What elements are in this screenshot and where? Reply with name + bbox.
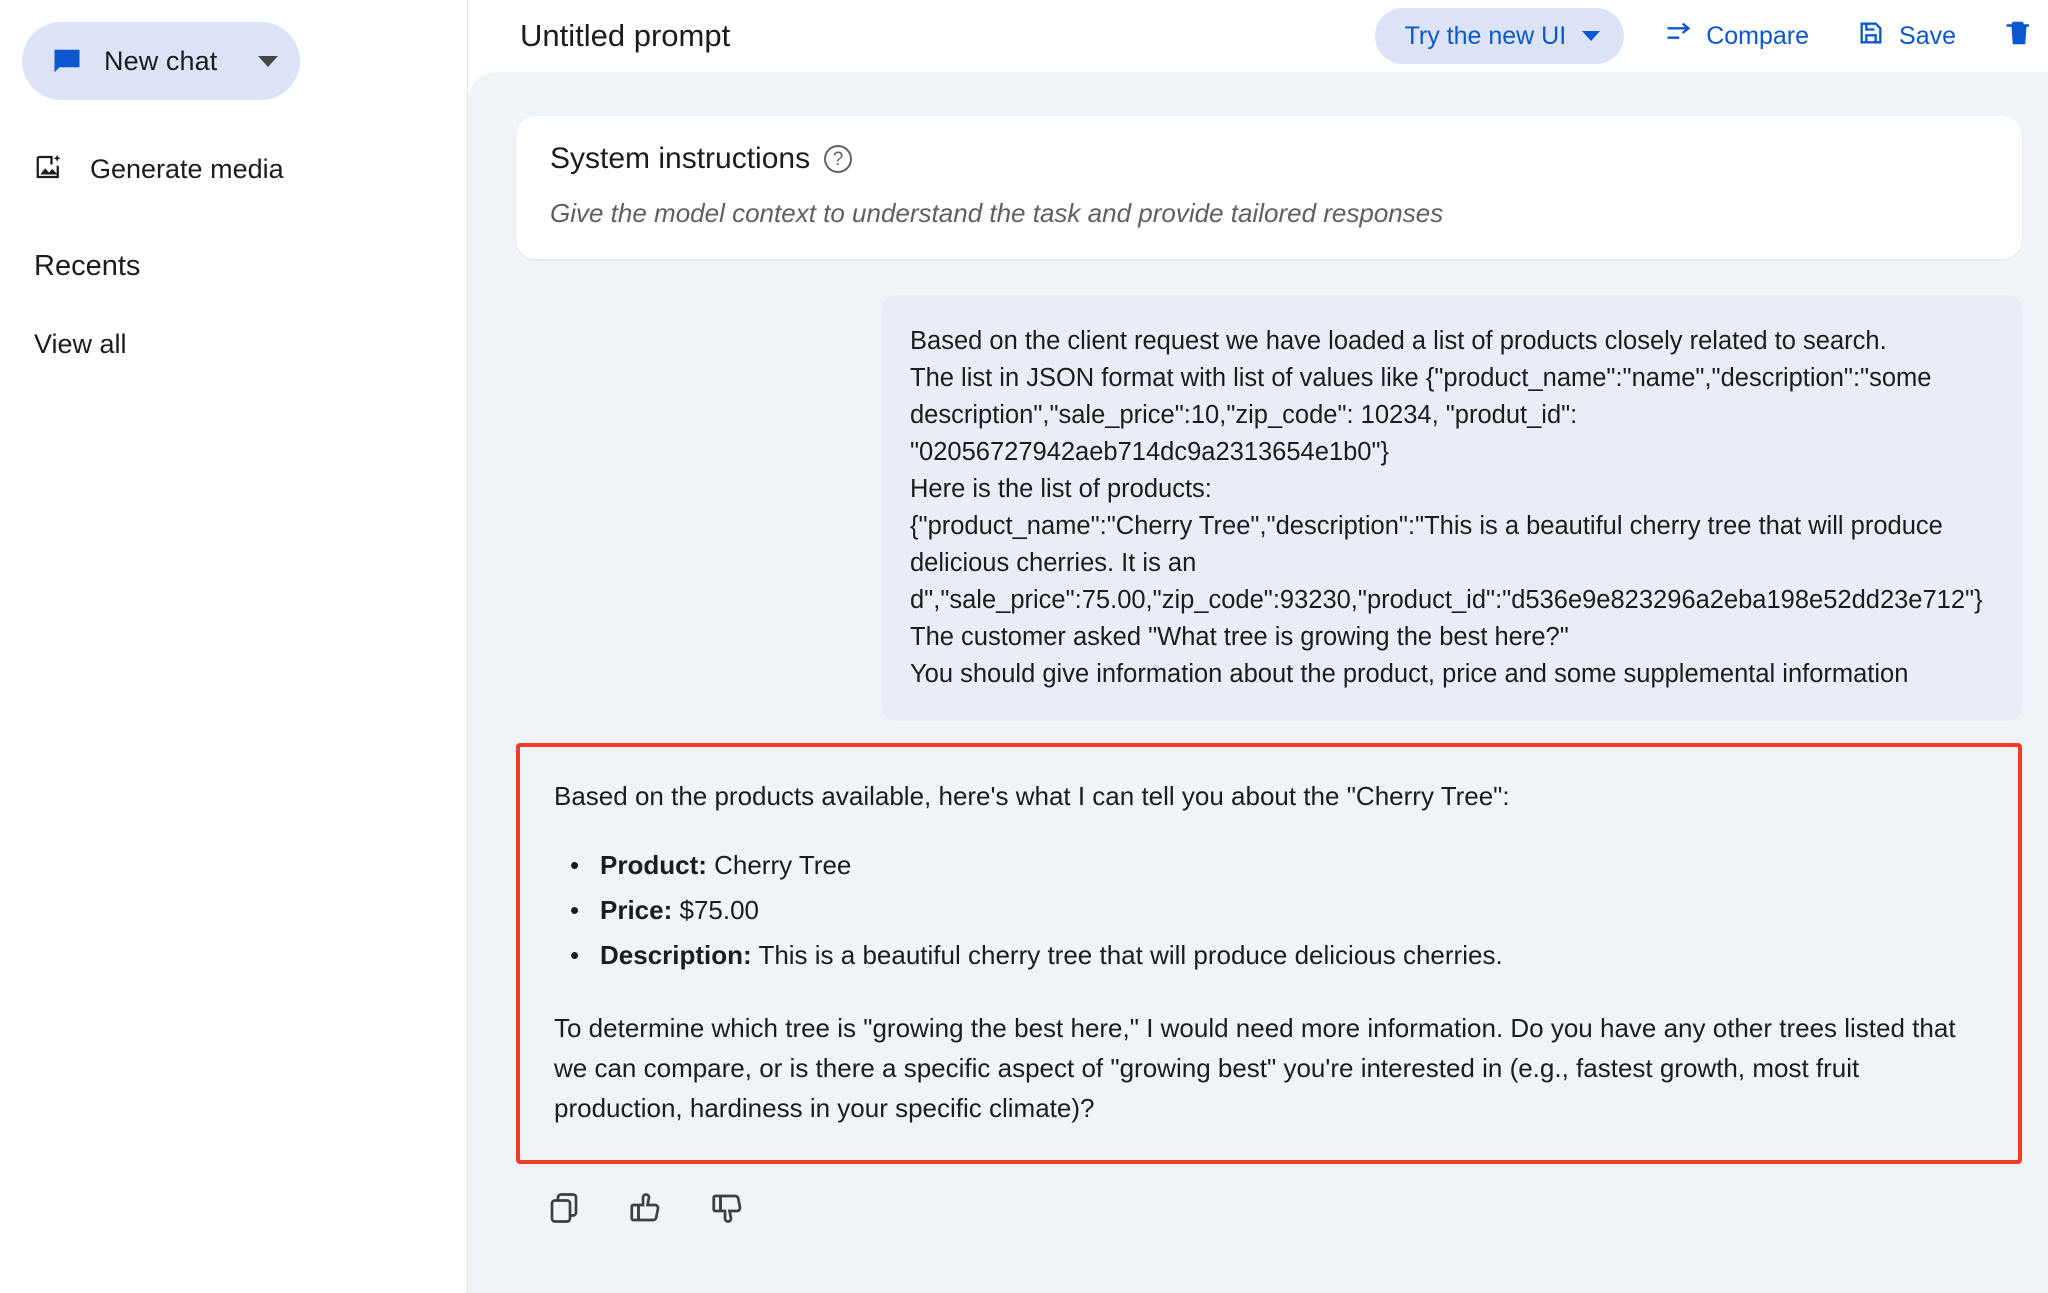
copy-icon[interactable] <box>546 1190 582 1231</box>
compare-icon <box>1664 19 1692 54</box>
list-item <box>600 888 1984 933</box>
sidebar-item-label: Generate media <box>90 153 284 184</box>
trash-icon <box>2004 18 2034 55</box>
save-label: Save <box>1899 21 1956 50</box>
save-icon <box>1857 19 1885 54</box>
generate-media-icon <box>34 152 64 187</box>
compare-label: Compare <box>1706 21 1810 50</box>
user-message-line: The customer asked "What tree is growing the best here?" <box>910 623 1569 651</box>
content-canvas <box>468 72 2048 1293</box>
list-item <box>600 933 1984 978</box>
response-intro: Based on the products available, here's what I can tell you about the "Cherry Tree": <box>554 781 1510 811</box>
system-instructions-placeholder: Give the model context to understand the task and provide tailored responses <box>550 198 1444 228</box>
sidebar-item-generate-media[interactable] <box>0 138 467 200</box>
bullet-label: Price: <box>600 895 673 925</box>
delete-button[interactable] <box>2004 18 2048 55</box>
response-action-bar <box>546 1190 2048 1231</box>
user-message-line: Here is the list of products: <box>910 475 1212 503</box>
try-new-ui-label: Try the new UI <box>1404 21 1567 50</box>
system-instructions-title: System instructions <box>550 142 811 175</box>
response-bullet-list <box>554 843 1984 978</box>
user-message-line: The list in JSON format with list of values like {"product_name":"name","description":"some description","sale_price":10,"zip_code": 10234, "produt_id": "02056727942aeb714dc9a2313654e1b0"} <box>910 364 1939 466</box>
page-title: Untitled prompt <box>520 18 731 53</box>
main-panel <box>468 0 2048 1293</box>
new-chat-label: New chat <box>104 45 218 76</box>
bullet-label: Description: <box>600 940 752 970</box>
view-all-link[interactable]: View all <box>34 329 127 359</box>
try-new-ui-button[interactable] <box>1375 8 1625 64</box>
bullet-label: Product: <box>600 850 707 880</box>
bullet-value: This is a beautiful cherry tree that will produce delicious cherries. <box>751 940 1503 970</box>
new-chat-button[interactable] <box>22 22 300 100</box>
chat-bubble-icon <box>52 46 82 76</box>
help-circle-icon[interactable]: ? <box>824 145 852 173</box>
compare-button[interactable] <box>1664 19 1809 54</box>
recents-title: Recents <box>34 250 141 282</box>
thumb-down-icon[interactable] <box>710 1190 746 1231</box>
response-tail: To determine which tree is "growing the best here," I would need more information. Do you have any other trees listed that we can compare, or is there a specific aspect of "growing best" you're interested in (e.g., fastest growth, most fruit production, hardiness in your specific climate)? <box>554 1013 1956 1123</box>
user-message-line: Based on the client request we have loaded a list of products closely related to search. <box>910 327 1887 355</box>
system-instructions-header <box>550 142 1988 176</box>
user-message-line: You should give information about the product, price and some supplemental information <box>910 660 1909 688</box>
system-instructions-card[interactable] <box>516 116 2022 259</box>
user-message-line: {"product_name":"Cherry Tree","description":"This is a beautiful cherry tree that will produce delicious cherries. It is an d","sale_price":75.00,"zip_code":93230,"product_id":"d536e9e823296a2eba198e52dd23e712"} <box>910 512 1983 614</box>
model-response-highlight <box>516 743 2022 1164</box>
list-item <box>600 843 1984 888</box>
user-message-bubble[interactable] <box>882 295 2022 721</box>
bullet-value: Cherry Tree <box>706 850 852 880</box>
bullet-value: $75.00 <box>672 895 760 925</box>
thumb-up-icon[interactable] <box>628 1190 664 1231</box>
top-toolbar <box>468 0 2048 72</box>
sidebar <box>0 0 468 1293</box>
chevron-down-icon[interactable] <box>258 56 278 67</box>
save-button[interactable] <box>1857 19 1956 54</box>
chevron-down-icon <box>1582 31 1600 41</box>
